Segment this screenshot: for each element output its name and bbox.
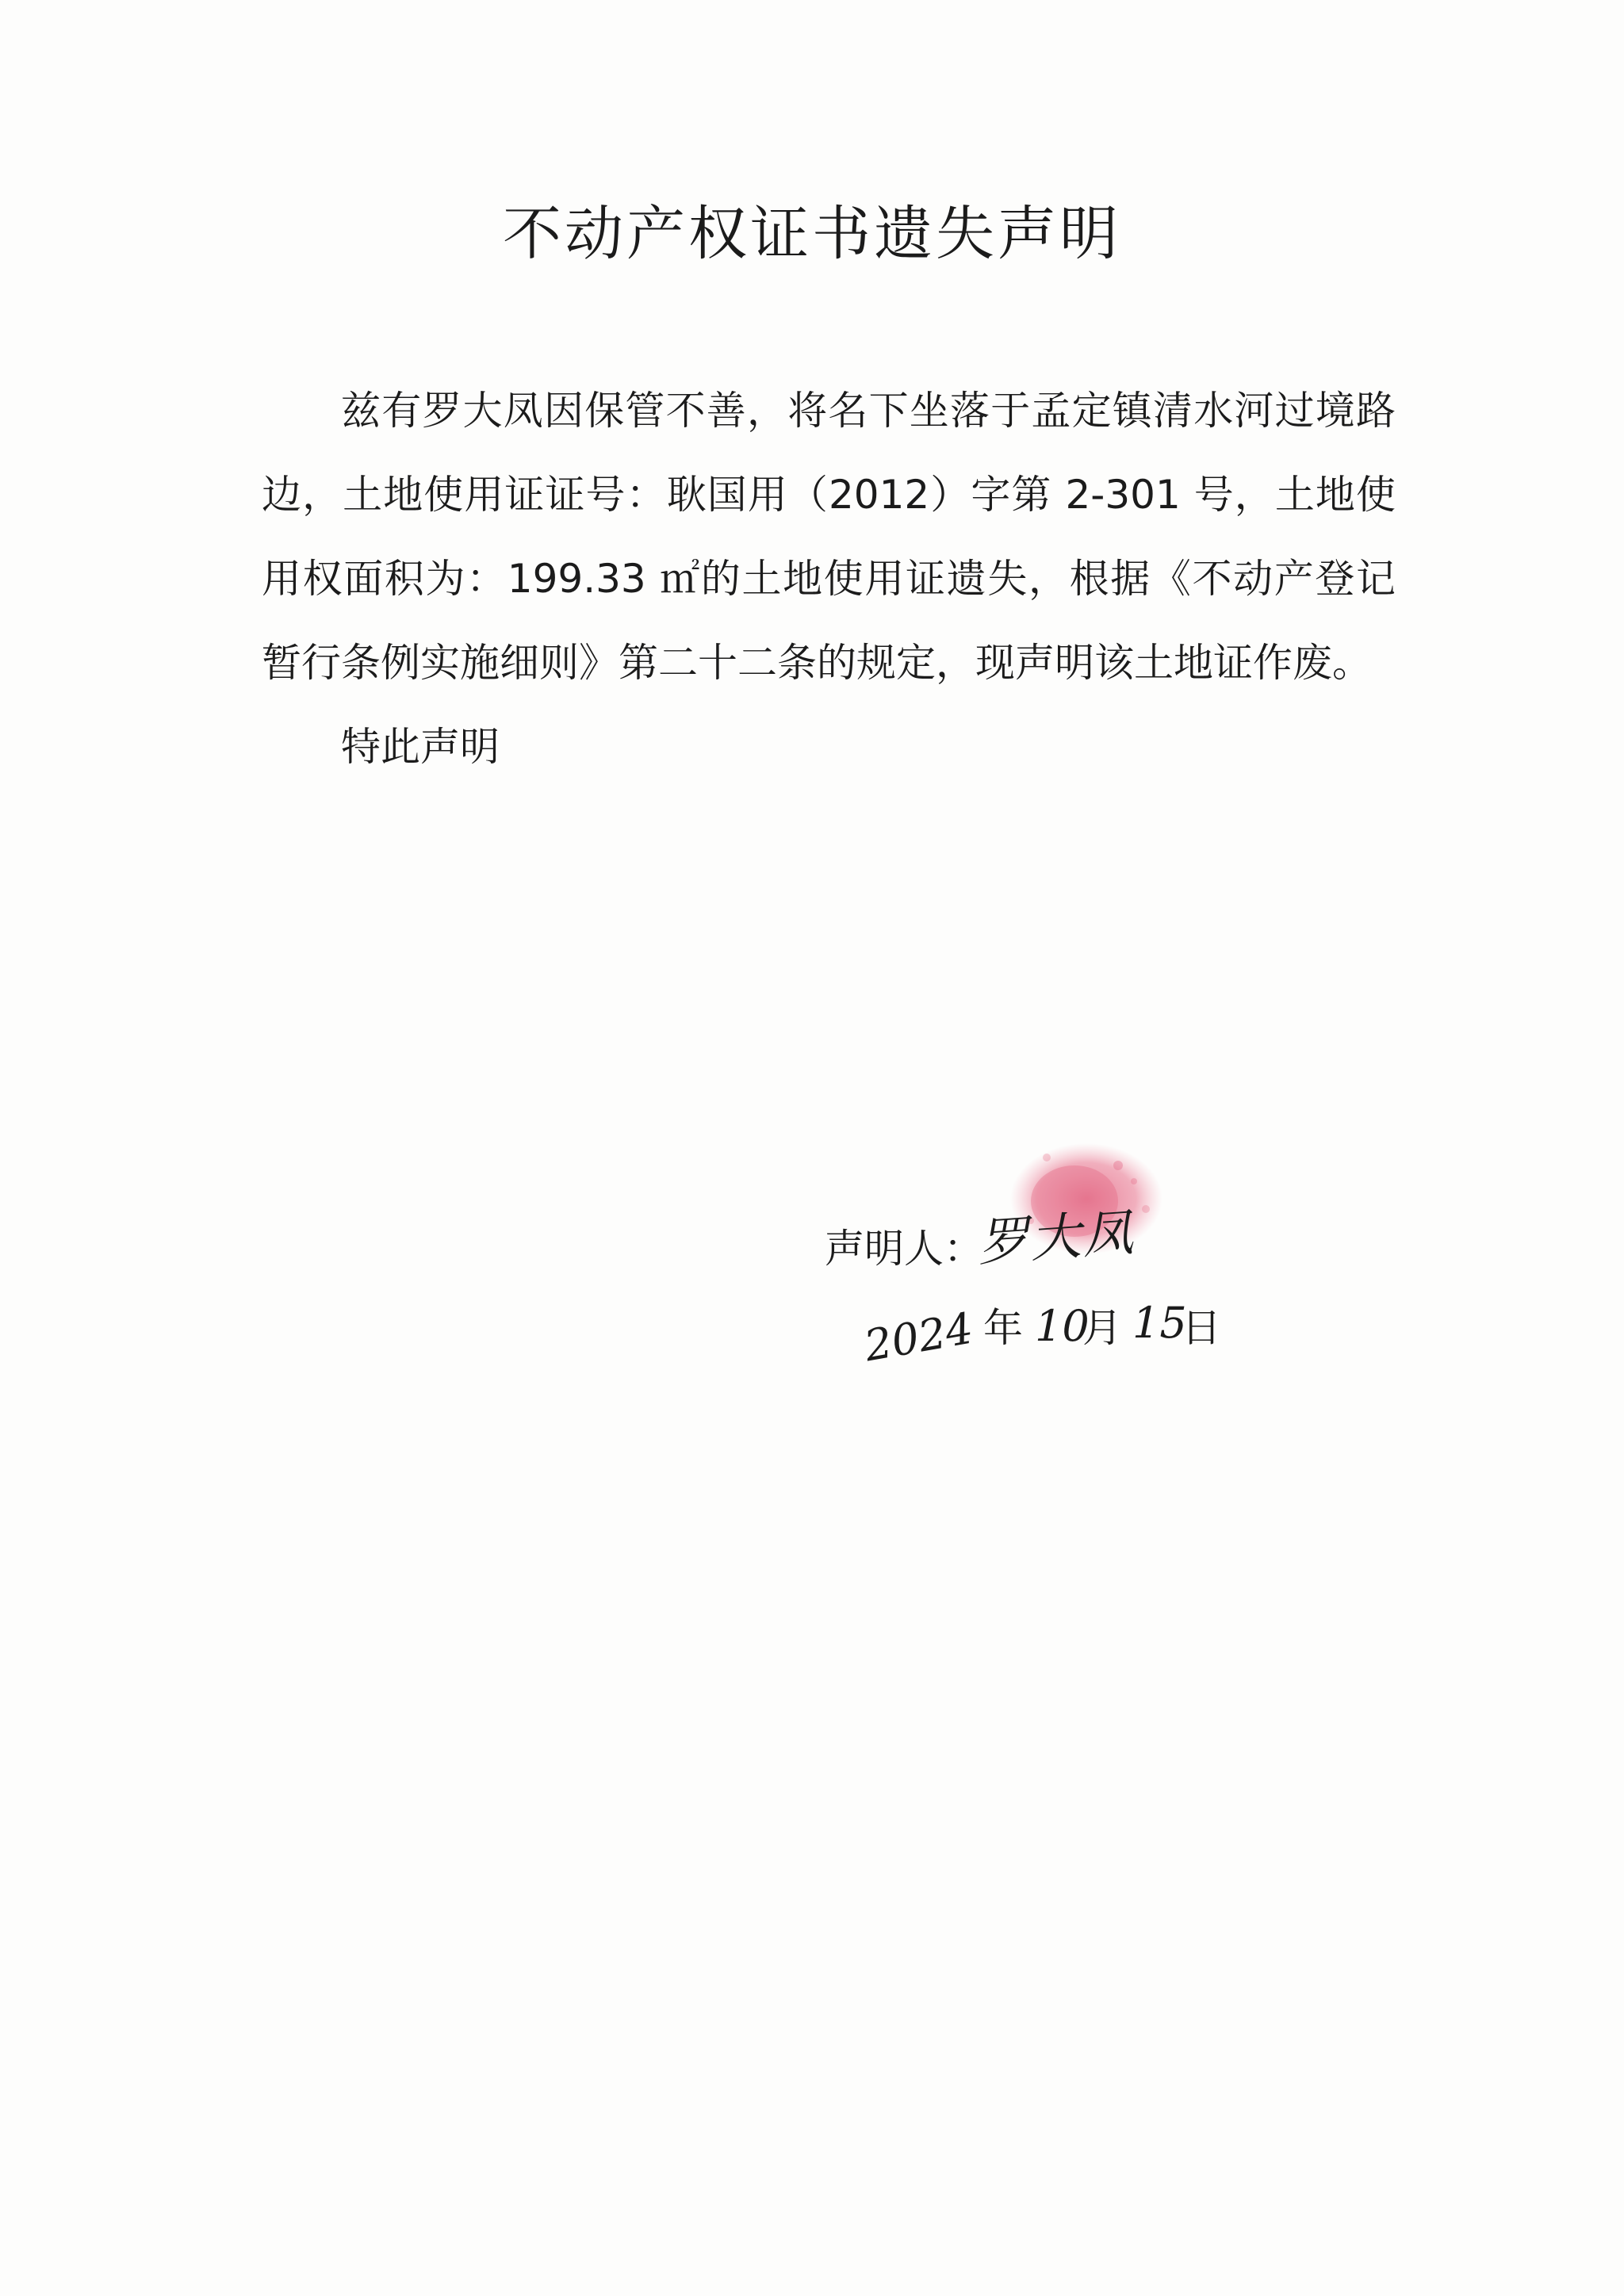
date-day-char: 日 [1182,1305,1221,1351]
document-title: 不动产权证书遗失声明 [503,200,1121,268]
date-day: 15 [1132,1298,1187,1348]
date-month-char: 月 [1082,1305,1122,1351]
date-year-char: 年 [983,1305,1023,1351]
declarant-label: 声明人： [825,1226,983,1272]
signature-date [860,1298,1308,1387]
date-year: 2024 [860,1303,977,1372]
declaration-paragraph: 兹有罗大凤因保管不善，将名下坐落于孟定镇清水河过境路边，土地使用证证号：耿国用（2012）字第 2-301 号，土地使用权面积为：199.33 ㎡的土地使用证遗失，根据《不动产登记暂行条例实施细则》第二十二条的规定，现声明该土地证作废。 [262,388,1396,686]
declarant-signature: 罗大凤 [975,1203,1137,1273]
closing-statement: 特此声明 [341,724,500,770]
document-body [262,369,1396,789]
date-month: 10 [1035,1301,1090,1351]
